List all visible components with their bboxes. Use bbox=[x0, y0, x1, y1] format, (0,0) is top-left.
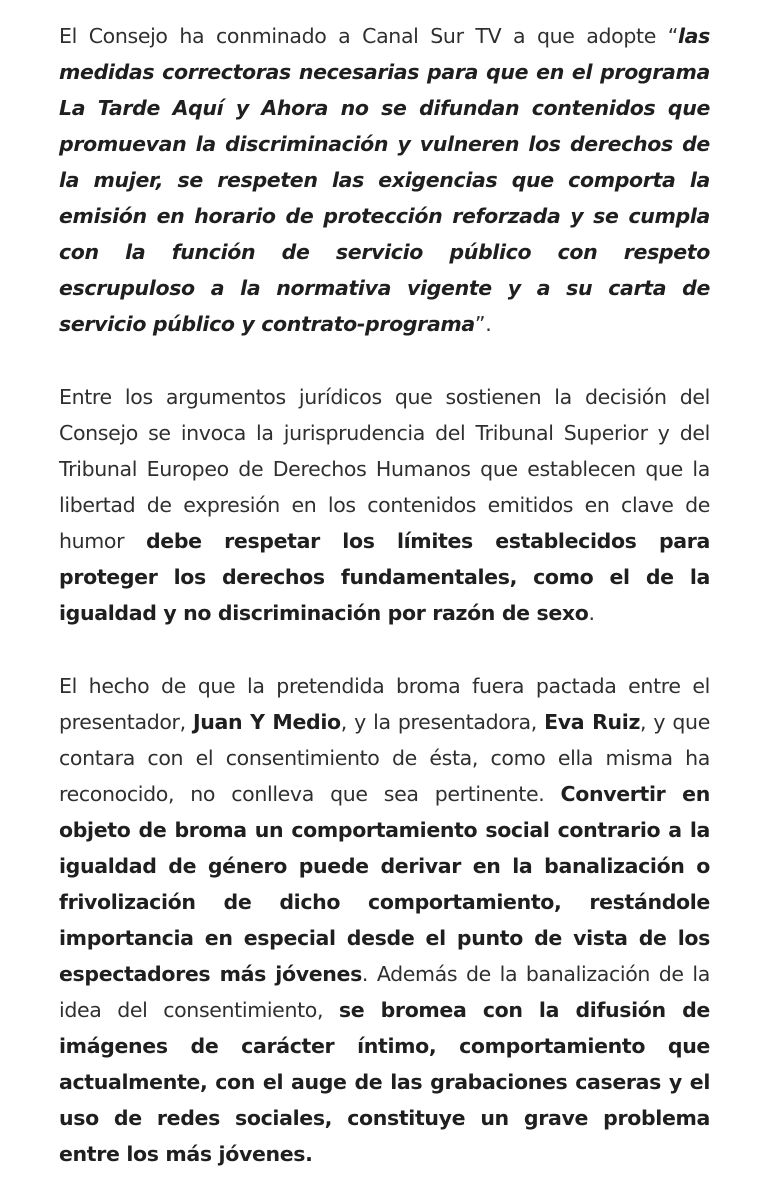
paragraph-council-order bbox=[59, 18, 710, 342]
paragraph-legal-arguments bbox=[59, 379, 710, 631]
paragraph-3-text-3: , y que contara con el consentimiento de ésta, como ella misma ha reconocido, no conlleva que sea pertinente. bbox=[59, 710, 710, 806]
presenter-female-name: Eva Ruiz bbox=[544, 710, 641, 734]
paragraph-3-text-1: El hecho de que la pretendida broma fuera pactada entre el presentador, bbox=[59, 674, 710, 734]
paragraph-1-lead: El Consejo ha conminado a Canal Sur TV a que adopte “ bbox=[59, 24, 678, 48]
intimate-images-statement: se bromea con la difusión de imágenes de carácter íntimo, comportamiento que actualmente, con el auge de las grabaciones caseras y el uso de redes sociales, constituye un grave problema entre los más jóvenes. bbox=[59, 998, 710, 1166]
paragraph-2-lead: Entre los argumentos jurídicos que sostienen la decisión del Consejo se invoca la jurisprudencia del Tribunal Superior y del Tribunal Europeo de Derechos Humanos que establecen que la libertad de expresión en los contenidos emitidos en clave de humor bbox=[59, 385, 710, 553]
paragraph-3-text-4: . Además de la banalización de la idea del consentimiento, bbox=[59, 962, 710, 1022]
paragraph-joke-context bbox=[59, 668, 710, 1172]
limits-statement: debe respetar los límites establecidos para proteger los derechos fundamentales, como el de la igualdad y no discriminación por razón de sexo bbox=[59, 529, 710, 625]
presenter-name: Juan Y Medio bbox=[193, 710, 341, 734]
trivialization-statement: Convertir en objeto de broma un comportamiento social contrario a la igualdad de género puede derivar en la banalización o frivolización de dicho comportamiento, restándole importancia en especial desde el punto de vista de los espectadores más jóvenes bbox=[59, 782, 710, 986]
paragraph-1-tail: ”. bbox=[474, 312, 492, 336]
paragraph-3-text-2: , y la presentadora, bbox=[340, 710, 545, 734]
paragraph-2-tail: . bbox=[588, 601, 595, 625]
article-body bbox=[59, 18, 710, 1172]
quoted-measures: las medidas correctoras necesarias para que en el programa La Tarde Aquí y Ahora no se difundan contenidos que promuevan la discriminación y vulneren los derechos de la mujer, se respeten las exigencias que comporta la emisión en horario de protección reforzada y se cumpla con la función de servicio público con respeto escrupuloso a la normativa vigente y a su carta de servicio público y contrato-programa bbox=[59, 24, 710, 336]
